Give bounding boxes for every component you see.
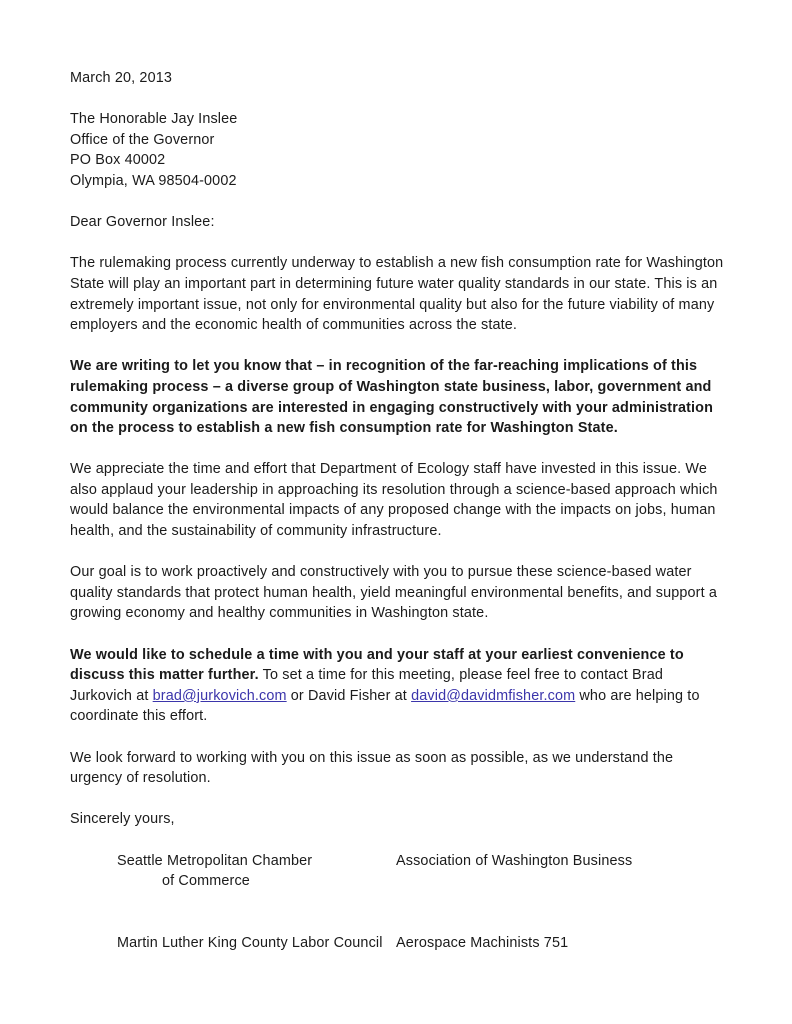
paragraph-our-goal: Our goal is to work proactively and constructively with you to pursue these science-based water quality standards that protect human health, yield meaningful environmental benefits, and support a growing economy and healthy communities in Washington state. xyxy=(70,564,718,622)
paragraph-look-forward: We look forward to working with you on this issue as soon as possible, as we understand the urgency of resolution. xyxy=(70,749,674,787)
signatory-left-column xyxy=(70,933,396,954)
spacer-between-signatory-rows xyxy=(70,892,725,933)
signatory-name: Association of Washington Business xyxy=(396,852,633,869)
signatory-name-continued: of Commerce xyxy=(162,873,250,890)
spacer-p2-p3 xyxy=(70,439,725,460)
paragraph-schedule-mid-text: To set a time for this meeting, please feel free to contact Brad Jurkovich at xyxy=(70,667,664,704)
spacer-p1-p2 xyxy=(70,336,725,357)
signatory-name: Martin Luther King County Labor Council xyxy=(117,934,383,951)
paragraph-schedule-between-text: or David Fisher at xyxy=(286,687,412,704)
spacer-after-salutation xyxy=(70,233,725,254)
spacer-p6-closing xyxy=(70,789,725,810)
email-link-david[interactable]: david@davidmfisher.com xyxy=(411,687,576,704)
signatory-right-column xyxy=(396,851,632,872)
paragraph-rulemaking-process: The rulemaking process currently underway to establish a new fish consumption rate for Washington State will play an important part in determining future water quality standards in our state. This is an extremely important issue, not only for environmental quality but also for the future viability of many employers and the economic health of communities across the state. xyxy=(70,255,724,334)
spacer-p5-p6 xyxy=(70,727,725,748)
spacer-p4-p5 xyxy=(70,624,725,645)
paragraph-we-are-writing: We are writing to let you know that – in recognition of the far-reaching implications of this rulemaking process – a diverse group of Washington state business, labor, government and community organizations are interested in engaging constructively with your administration on the process to establish a new fish consumption rate for Washington State. xyxy=(70,358,714,437)
paragraph-schedule-tail-text: who are helping to coordinate this effort. xyxy=(70,687,700,725)
signatory-name: Seattle Metropolitan Chamber xyxy=(117,852,313,869)
signatory-left-column xyxy=(70,851,396,892)
signatory-row xyxy=(70,933,725,954)
letter-date-block xyxy=(70,68,725,89)
spacer-after-date xyxy=(70,89,725,110)
spacer-p3-p4 xyxy=(70,542,725,563)
spacer-after-address xyxy=(70,192,725,213)
signatory-name: Aerospace Machinists 751 xyxy=(396,934,569,951)
signatory-row xyxy=(70,851,725,892)
paragraph-we-appreciate: We appreciate the time and effort that Department of Ecology staff have invested in this issue. We also applaud your leadership in approaching its resolution through a science-based approach which would balance the environmental impacts of any proposed change with the impacts on jobs, human health, and the sustainability of community infrastructure. xyxy=(70,461,718,540)
recipient-name: The Honorable Jay Inslee xyxy=(70,111,238,128)
recipient-po-box: PO Box 40002 xyxy=(70,152,166,169)
letter-date: March 20, 2013 xyxy=(70,70,173,86)
paragraph-schedule-bold-lead: We would like to schedule a time with you and your staff at your earliest convenience to discuss this matter further. xyxy=(70,646,684,684)
spacer-before-signatories xyxy=(70,830,725,851)
letter-body xyxy=(70,68,725,953)
salutation: Dear Governor Inslee: xyxy=(70,214,215,231)
closing-line: Sincerely yours, xyxy=(70,811,175,828)
email-link-brad[interactable]: brad@jurkovich.com xyxy=(152,687,287,704)
signatory-right-column xyxy=(396,933,568,954)
signatories-block xyxy=(70,851,725,954)
recipient-office: Office of the Governor xyxy=(70,131,215,148)
recipient-address-block xyxy=(70,109,725,191)
paragraph-schedule-meeting xyxy=(70,645,725,727)
recipient-city-state-zip: Olympia, WA 98504-0002 xyxy=(70,172,237,189)
